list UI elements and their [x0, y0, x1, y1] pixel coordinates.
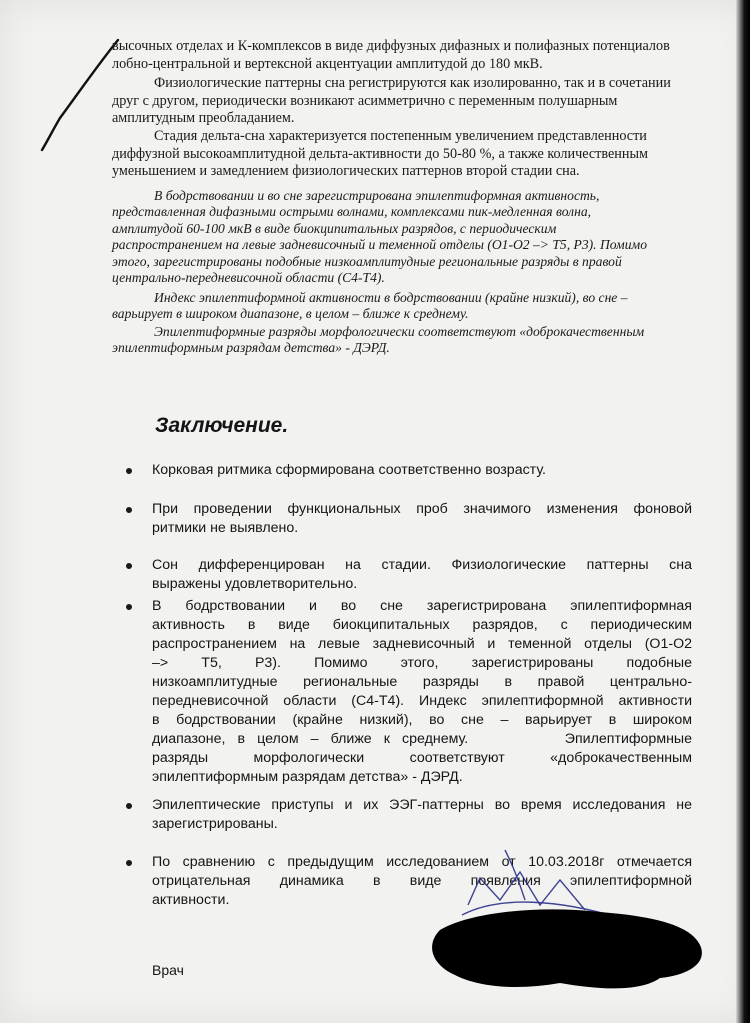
text-line: амплитудой 60-100 мкВ в виде биокципитальных разрядов, с периодическим — [112, 220, 557, 236]
text-line: этого, зарегистрированы подобные низкоамплитудные региональные разряды в правой — [112, 253, 622, 269]
paragraph-activity-index — [112, 290, 692, 323]
bullet-dot-icon — [126, 563, 132, 569]
text-line: Эпилептиформные разряды морфологически соответствуют «доброкачественным — [154, 324, 645, 339]
text-line: В бодрствовании и во сне зарегистрирована эпилептиформная активность, — [154, 188, 600, 203]
text-line: эпилептиформным разрядам детства» - ДЭРД. — [152, 769, 463, 785]
text-line: разряды морфологически соответствуют «доброкачественным — [152, 750, 692, 766]
text-line: лобно-центральной и вертексной акцентуации амплитудой до 180 мкВ. — [112, 55, 543, 72]
text-line: в бодрствовании (крайне низкий), во сне – варьирует в широком — [152, 712, 692, 728]
text-line: передневисочной области (С4-Т4). Индекс эпилептиформной активности — [152, 693, 692, 709]
text-line: зарегистрированы. — [152, 816, 278, 832]
text-line: высочных отделах и К-комплексов в виде диффузных дифазных и полифазных потенциалов — [112, 38, 670, 54]
text-line: –> Т5, Р3). Помимо этого, зарегистрированы подобные — [152, 655, 692, 671]
text-line: друг с другом, периодически возникают асимметрично с переменным полушарным — [112, 92, 618, 109]
text-line: активности. — [152, 892, 230, 908]
paragraph-derd — [112, 324, 692, 357]
text-line: Эпилептические приступы и их ЭЭГ-паттерны во время исследования не — [152, 797, 692, 813]
text-line: выражены удовлетворительно. — [152, 576, 358, 592]
text-line: Физиологические паттерны сна регистрируются как изолированно, так и в сочетании — [154, 75, 671, 91]
text-line: центрально-передневисочной области (С4-Т4). — [112, 270, 385, 286]
text-line: уменьшением и замедлением физиологических паттернов второй стадии сна. — [112, 163, 580, 179]
doctor-label: Врач — [152, 962, 184, 978]
bullet-dot-icon — [126, 604, 132, 610]
bullet-dot-icon — [126, 507, 132, 513]
bullet-item — [152, 796, 692, 834]
conclusion-heading: Заключение. — [155, 414, 289, 437]
text-line: ритмики не выявлено. — [152, 520, 299, 536]
text-line: диапазоне, в целом – ближе к среднему. Эпилептиформные — [152, 731, 692, 747]
text-line: активность в виде биокципитальных разрядов, с периодическим — [152, 617, 692, 633]
text-line: представленная дифазными острыми волнами, комплексами пик-медленная волна, — [112, 204, 592, 220]
paragraph-sleep-patterns — [112, 75, 694, 128]
bullet-item — [152, 556, 692, 594]
text-line: При проведении функциональных проб значимого изменения фоновой — [152, 501, 692, 517]
text-line: распространением на левые задневисочный и теменной отделы (О1-О2 — [152, 636, 692, 652]
text-line: диффузной высокоамплитудной дельта-активности до 50-80 %, а также количественным — [112, 145, 648, 162]
bullet-item — [152, 461, 692, 480]
bullet-dot-icon — [126, 803, 132, 809]
text-line: амплитудным преобладанием. — [112, 110, 295, 126]
text-line: По сравнению с предыдущим исследованием от 10.03.2018г отмечается — [152, 854, 692, 870]
paragraph-delta-sleep — [112, 128, 694, 181]
bullet-item — [152, 853, 692, 910]
bullet-dot-icon — [126, 468, 132, 474]
text-line: отрицательная динамика в виде появления эпилептиформной — [152, 873, 692, 889]
text-line: эпилептиформным разрядам детства» - ДЭРД. — [112, 340, 390, 356]
paragraph-epileptiform-activity — [112, 188, 692, 286]
text-line: Индекс эпилептиформной активности в бодрствовании (крайне низкий), во сне – — [154, 290, 628, 305]
bullet-item — [152, 500, 692, 538]
text-line: варьирует в широком диапазоне, в целом – ближе к среднему. — [112, 306, 469, 322]
text-line: Сон дифференцирован на стадии. Физиологические паттерны сна — [152, 557, 692, 573]
page-edge-shadow — [736, 0, 750, 1023]
text-line: Стадия дельта-сна характеризуется постепенным увеличением представленности — [154, 128, 647, 144]
paragraph-k-complexes — [112, 38, 694, 73]
text-line: Корковая ритмика сформирована соответственно возрасту. — [152, 462, 546, 478]
text-line: низкоамплитудные региональные разряды в правой центрально- — [152, 674, 692, 690]
bullet-dot-icon — [126, 860, 132, 866]
bullet-item — [152, 597, 692, 787]
text-line: распространением на левые задневисочный и теменной отделы (О1-О2 –> Т5, Р3). Помимо — [112, 237, 647, 253]
text-line: В бодрствовании и во сне зарегистрирована эпилептиформная — [152, 598, 692, 614]
